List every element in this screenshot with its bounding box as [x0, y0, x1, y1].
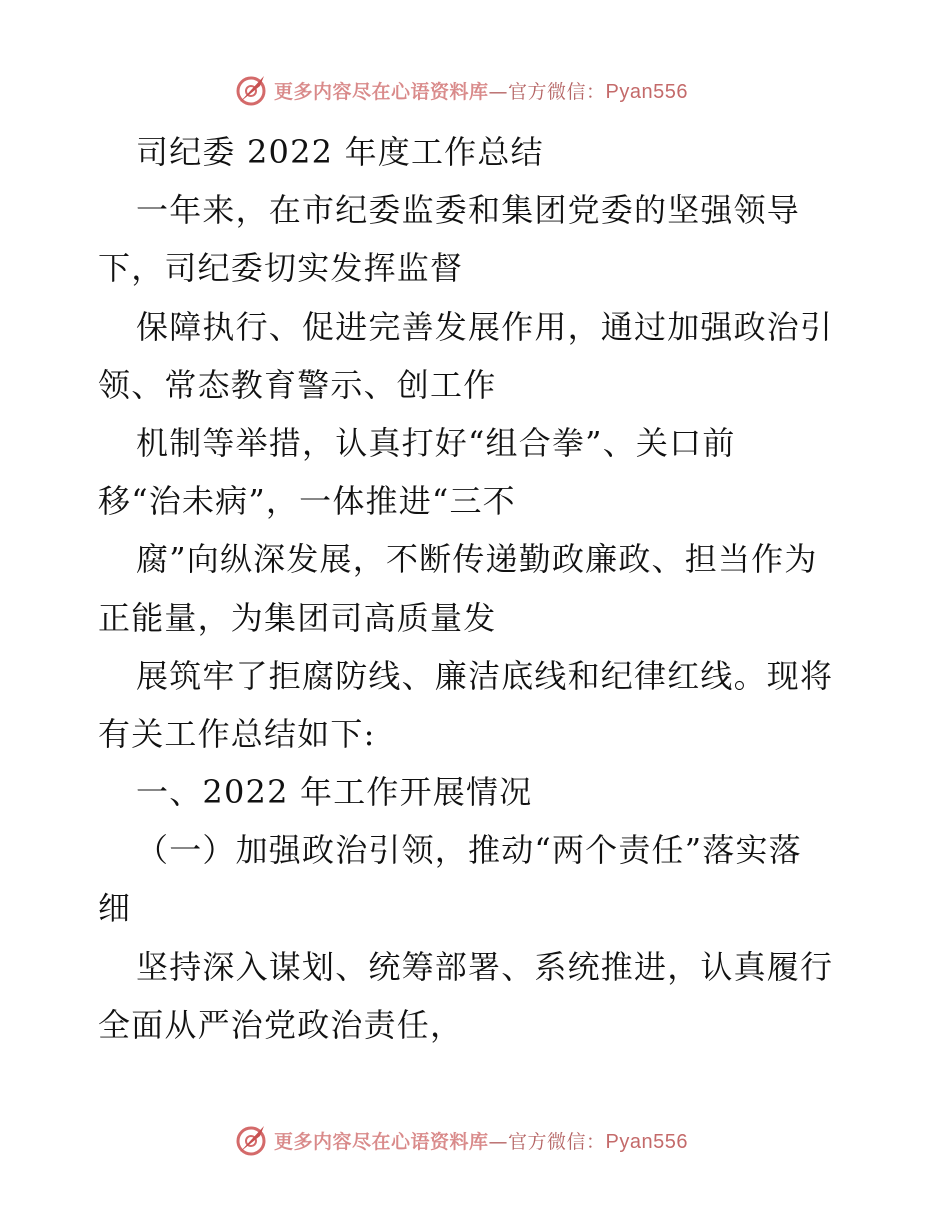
paragraph-line: 坚持深入谋划、统筹部署、系统推进，认真履行: [136, 947, 834, 986]
watermark-id: Pyan556: [605, 1130, 688, 1153]
watermark-id: Pyan556: [605, 80, 688, 103]
paragraph-line: 领、常态教育警示、创工作: [98, 365, 497, 404]
quill-logo-icon: [234, 72, 270, 108]
subsection-heading: （一）加强政治引领，推动“两个责任”落实落: [136, 831, 802, 870]
subsection-heading-continued: 细: [98, 889, 132, 928]
document-title: 司纪委 2022 年度工作总结: [136, 133, 544, 171]
paragraph-line: 移“治未病”，一体推进“三不: [98, 482, 516, 521]
paragraph-line: 展筑牢了拒腐防线、廉洁底线和纪律红线。现将: [136, 656, 834, 695]
watermark-footer: [234, 1120, 688, 1160]
watermark-main-text: 更多内容尽在心语资料库: [274, 1130, 489, 1153]
paragraph-line: 下，司纪委切实发挥监督: [98, 249, 464, 288]
watermark-dash: —: [488, 80, 509, 103]
paragraph-line: 一年来，在市纪委监委和集团党委的坚强领导: [136, 191, 801, 230]
section-heading: 一、2022 年工作开展情况: [136, 773, 533, 812]
paragraph-line: 保障执行、促进完善发展作用，通过加强政治引: [136, 307, 834, 346]
paragraph-line: 有关工作总结如下:: [98, 714, 376, 753]
watermark-main-text: 更多内容尽在心语资料库: [274, 80, 489, 103]
paragraph-line: 腐”向纵深发展，不断传递勤政廉政、担当作为: [136, 540, 818, 579]
watermark-dash: —: [488, 1130, 509, 1153]
paragraph-line: 正能量，为集团司高质量发: [98, 598, 497, 637]
document-body: [98, 123, 858, 1054]
watermark-sub-text: 官方微信：: [508, 80, 606, 103]
paragraph-line: 机制等举措，认真打好“组合拳”、关口前: [136, 423, 736, 462]
watermark-sub-text: 官方微信：: [508, 1130, 606, 1153]
paragraph-line: 全面从严治党政治责任，: [98, 1005, 464, 1044]
watermark-header: [234, 70, 688, 110]
quill-logo-icon: [234, 1122, 270, 1158]
